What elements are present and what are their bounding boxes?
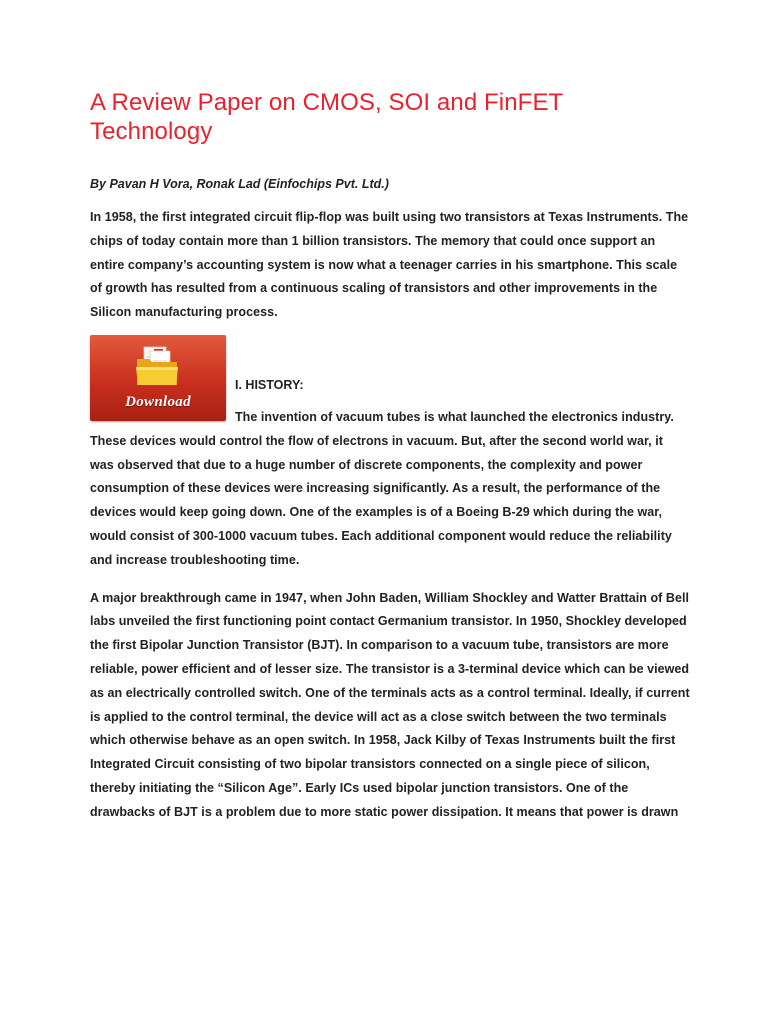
intro-paragraph: In 1958, the first integrated circuit flip-flop was built using two transistors at Texas Instruments. The chips of today contain more than 1 billion transistors. The memory that could once support an entire company’s accounting system is now what a teenager carries in his smartphone. This scale of growth has resulted from a continuous scaling of transistors and other improvements in the Silicon manufacturing process. [90,210,689,320]
history-paragraph: The invention of vacuum tubes is what launched the electronics industry. These devices would control the flow of electrons in vacuum. But, after the second world war, it was observed that due to a huge number of discrete components, the complexity and power consumption of these devices were increasing significantly. As a result, the performance of the devices would keep going down. One of the examples is of a Boeing B-29 which during the war, would consist of 300-1000 vacuum tubes. Each additional component would reduce the reliability and increase troubleshooting time. [90,409,674,567]
download-label: Download [125,393,191,410]
article-byline: By Pavan H Vora, Ronak Lad (Einfochips Pvt. Ltd.) [90,177,389,191]
article [90,88,690,825]
history-heading: I. HISTORY: [235,377,304,392]
breakthrough-paragraph: A major breakthrough came in 1947, when John Baden, William Shockley and Watter Brattain of Bell labs unveiled the first functioning point contact Germanium transistor. In 1950, Shockley developed the first Bipolar Junction Transistor (BJT). In comparison to a vacuum tube, transistors are more reliable, power efficient and of lesser size. The transistor is a 3-terminal device which can be viewed as an electrically controlled switch. One of the terminals acts as a control terminal. Ideally, if current is applied to the control terminal, the device will act as a close switch between the two terminals which otherwise behave as an open switch. In 1958, Jack Kilby of Texas Instruments built the first Integrated Circuit consisting of two bipolar transistors connected on a single piece of silicon, thereby initiating the “Silicon Age”. Early ICs used bipolar junction transistors. One of the drawbacks of BJT is a problem due to more static power dissipation. It means that power is drawn [90,590,690,819]
folder-icon [134,345,180,387]
history-section [90,335,690,573]
article-title: A Review Paper on CMOS, SOI and FinFET Technology [90,89,563,145]
download-button[interactable] [90,335,226,421]
